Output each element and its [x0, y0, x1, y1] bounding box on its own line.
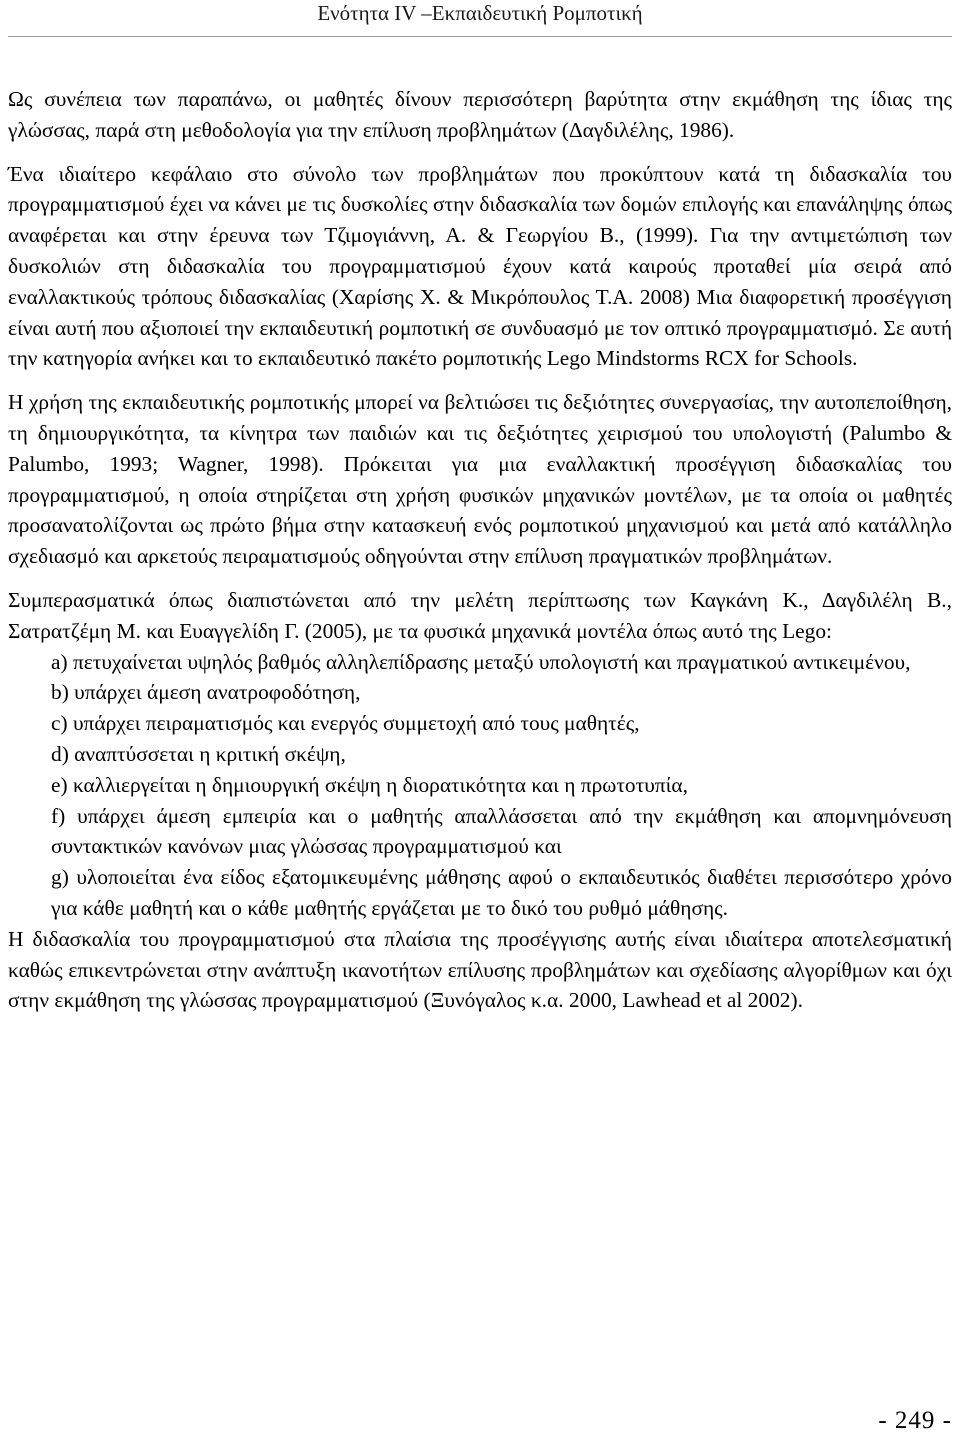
list-item: b) υπάρχει άμεση ανατροφοδότηση, [51, 680, 361, 705]
list-item: c) υπάρχει πειραματισμός και ενεργός συμμετοχή από τους μαθητές, [51, 711, 640, 736]
list-item: d) αναπτύσσεται η κριτική σκέψη, [51, 741, 346, 766]
paragraph-4: Συμπερασματικά όπως διαπιστώνεται από την μελέτη περίπτωσης των Καγκάνη Κ., Δαγδιλέλη Β., Σατρατζέμη Μ. και Ευαγγελίδη Γ. (2005), με τα φυσικά μηχανικά μοντέλα όπως αυτό της Lego: [8, 587, 952, 643]
paragraph-3: Η χρήση της εκπαιδευτικής ρομποτικής μπορεί να βελτιώσει τις δεξιότητες συνεργασίας, την αυτοπεποίθηση, τη δημιουργικότητα, τα κίνητρα των παιδιών και τις δεξιότητες χειρισμού του υπολογιστή (Palumbo & Palumbo, 1993; Wagner, 1998). Πρόκειται για μια εναλλακτική προσέγγιση διδασκαλίας του προγραμματισμού, η οποία στηρίζεται στη χρήση φυσικών μηχανικών μοντέλων, με τα οποία οι μαθητές προσανατολίζονται ως πρώτο βήμα στην κατασκευή ενός ρομποτικού μηχανισμού και μετά από κατάλληλο σχεδιασμό και αρκετούς πειραματισμούς οδηγούνται στην επίλυση πραγματικών προβλημάτων. [8, 390, 952, 569]
paragraph-5: Η διδασκαλία του προγραμματισμού στα πλαίσια της προσέγγισης αυτής είναι ιδιαίτερα αποτελεσματική καθώς επικεντρώνεται στην ανάπτυξη ικανοτήτων επίλυσης προβλημάτων και σχεδίασης αλγορίθμων και όχι στην εκμάθηση της γλώσσας προγραμματισμού (Ξυνόγαλος κ.α. 2000, Lawhead et al 2002). [8, 926, 952, 1013]
running-header: Ενότητα IV –Εκπαιδευτική Ρομποτική [317, 1, 643, 25]
page-number: - 249 - [878, 1407, 952, 1434]
list-item: g) υλοποιείται ένα είδος εξατομικευμένης μάθησης αφού ο εκπαιδευτικός διαθέτει περισσότερο χρόνο για κάθε μαθητή και ο κάθε μαθητής εργάζεται με το δικό του ρυθμό μάθησης. [51, 865, 952, 920]
list-item: a) πετυχαίνεται υψηλός βαθμός αλληλεπίδρασης μεταξύ υπολογιστή και πραγματικού αντικειμένου, [51, 649, 911, 674]
paragraph-1: Ως συνέπεια των παραπάνω, οι μαθητές δίνουν περισσότερη βαρύτητα στην εκμάθηση της ίδιας της γλώσσας, παρά στη μεθοδολογία για την επίλυση προβλημάτων (Δαγδιλέλης, 1986). [8, 87, 952, 142]
paragraph-2: Ένα ιδιαίτερο κεφάλαιο στο σύνολο των προβλημάτων που προκύπτουν κατά τη διδασκαλία του προγραμματισμού έχει να κάνει με τις δυσκολίες στην διδασκαλία των δομών επιλογής και επανάληψης όπως αναφέρεται και στην έρευνα των Τζιμογιάννη, Α. & Γεωργίου Β., (1999). Για την αντιμετώπιση των δυσκολιών στη διδασκαλία του προγραμματισμού έχουν κατά καιρούς προταθεί μία σειρά από εναλλακτικούς τρόπους διδασκαλίας (Χαρίσης Χ. & Μικρόπουλος Τ.Α. 2008) Μια διαφορετική προσέγγιση είναι αυτή που αξιοποιεί την εκπαιδευτική ρομποτική σε συνδυασμό με τον οπτικό προγραμματισμό. Σε αυτή την κατηγορία ανήκει και το εκπαιδευτικό πακέτο ρομποτικής Lego Mindstorms RCX for Schools. [8, 161, 952, 371]
benefits-list [8, 647, 952, 924]
body-text [8, 84, 952, 1016]
list-item: f) υπάρχει άμεση εμπειρία και ο μαθητής απαλλάσσεται από την εκμάθηση και απομνημόνευση συντακτικών κανόνων μιας γλώσσας προγραμματισμού και [51, 803, 952, 859]
list-item: e) καλλιεργείται η δημιουργική σκέψη η διορατικότητα και η πρωτοτυπία, [51, 772, 688, 797]
header-rule [8, 36, 952, 37]
